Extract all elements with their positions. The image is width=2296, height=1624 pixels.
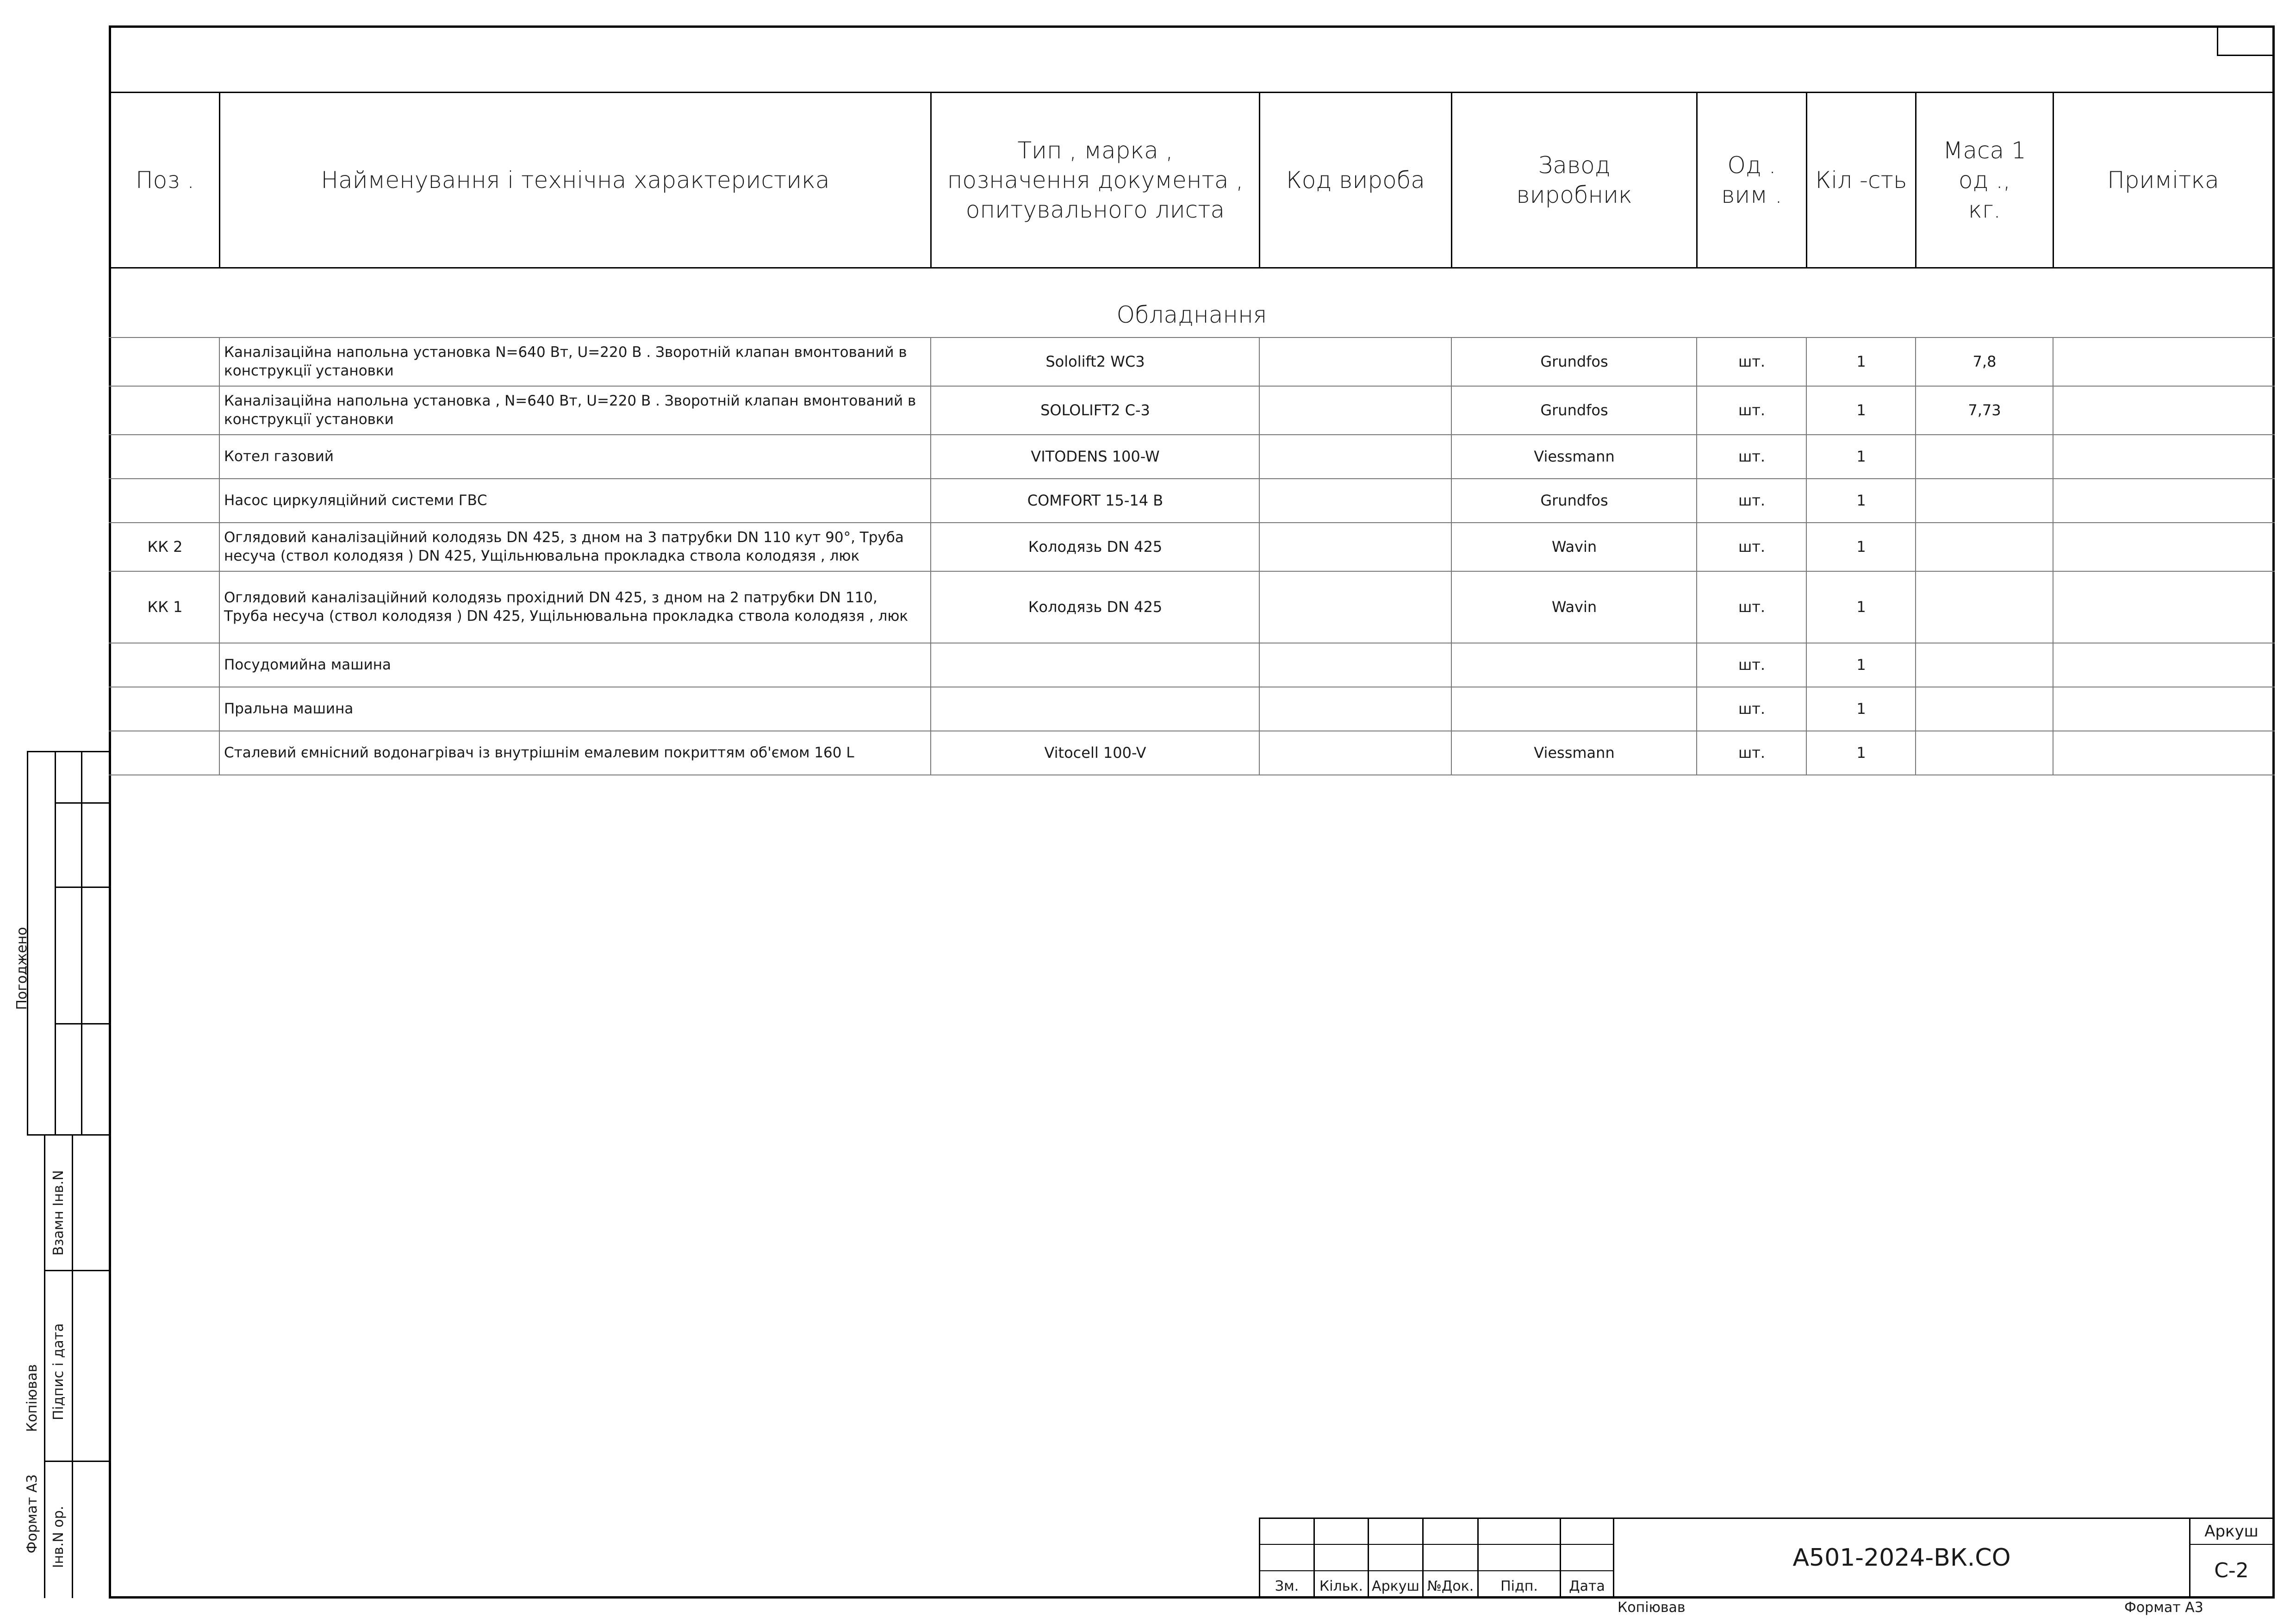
row-col-line: [1696, 337, 1697, 775]
header-name: Найменування і технічна характеристика: [321, 166, 830, 194]
cell-type: VITODENS 100-W: [1031, 447, 1160, 465]
cell-type: SOLOLIFT2 C-3: [1040, 401, 1150, 419]
side-top-line: [27, 751, 110, 752]
cell-manufacturer: Grundfos: [1540, 401, 1608, 419]
cell-manufacturer: Wavin: [1551, 598, 1597, 616]
cell-unit: шт.: [1738, 656, 1766, 674]
cell-note: [2054, 731, 2272, 775]
cell-mass: [1916, 434, 2053, 478]
side-inv-orig: Інв.N ор.: [50, 1505, 67, 1568]
cell-pos: [111, 731, 219, 775]
tb-label-pidp: Підп.: [1500, 1578, 1538, 1594]
side-row-4: [27, 1134, 110, 1136]
cell-name: Котел газовий: [224, 448, 334, 465]
cell-manufacturer: [1452, 687, 1696, 731]
frame-top: [109, 25, 2275, 28]
cell-unit: шт.: [1738, 700, 1766, 718]
cell-code: [1260, 337, 1451, 386]
cell-pos: [111, 337, 219, 386]
cell-mass: [1916, 478, 2053, 522]
cell-type: Sololift2 WC3: [1045, 352, 1145, 370]
cell-type: [932, 687, 1259, 731]
cell-manufacturer: Grundfos: [1540, 352, 1608, 370]
cell-unit: шт.: [1738, 743, 1766, 762]
cell-unit: шт.: [1738, 537, 1766, 556]
tb-label-arkush: Аркуш: [1372, 1578, 1419, 1594]
cell-note: [2054, 643, 2272, 687]
cell-pos: КК 2: [147, 537, 183, 556]
cell-name: Пральна машина: [224, 700, 354, 717]
cell-qty: 1: [1856, 352, 1866, 370]
cell-code: [1260, 571, 1451, 643]
cell-mass: [1916, 571, 2053, 643]
cell-qty: 1: [1856, 537, 1866, 556]
cell-unit: шт.: [1738, 352, 1766, 370]
cell-mass: [1916, 522, 2053, 571]
side-row-2: [55, 887, 110, 888]
cell-mass: [1916, 687, 2053, 731]
cell-mass: [1916, 643, 2053, 687]
tb-label-kilk: Кільк.: [1319, 1578, 1363, 1594]
header-mass: Маса 1 од ., кг.: [1943, 137, 2026, 223]
cell-code: [1260, 434, 1451, 478]
cell-note: [2054, 687, 2272, 731]
cell-mass: 7,8: [1972, 352, 1997, 370]
side-copied: Копіював: [24, 1364, 40, 1432]
cell-qty: 1: [1856, 401, 1866, 419]
tb-sheet-label: Аркуш: [2204, 1522, 2259, 1541]
frame-bottom: [109, 1596, 2275, 1599]
cell-name: Оглядовий каналізаційний колодязь прохідний DN 425, з дном на 2 патрубки DN 110, Труба несуча (ствол колодязя ) DN 425, Ущільнювальна прокладка ствола колодязя , люк: [224, 589, 908, 625]
side-approved: Погоджено: [14, 927, 30, 1010]
header-unit: Од . вим .: [1721, 151, 1782, 208]
cell-name: Посудомийна машина: [224, 656, 392, 673]
cell-note: [2054, 522, 2272, 571]
side-format: Формат А3: [24, 1474, 40, 1554]
cell-name: Насос циркуляційний системи ГВС: [224, 492, 487, 509]
section-title: Обладнання: [1116, 301, 1267, 328]
cell-qty: 1: [1856, 656, 1866, 674]
header-note: Примітка: [2107, 166, 2219, 194]
cell-code: [1260, 478, 1451, 522]
frame-right: [2272, 25, 2275, 1599]
cell-type: [932, 643, 1259, 687]
cell-qty: 1: [1856, 700, 1866, 718]
cell-mass: [1916, 731, 2053, 775]
cell-manufacturer: Grundfos: [1540, 491, 1608, 509]
cell-type: Колодязь DN 425: [1028, 598, 1163, 616]
header-manufacturer: Завод виробник: [1516, 151, 1632, 208]
cell-note: [2054, 337, 2272, 386]
cell-manufacturer: Viessmann: [1534, 743, 1615, 762]
cell-type: Колодязь DN 425: [1028, 537, 1163, 556]
cell-code: [1260, 687, 1451, 731]
cell-type: Vitocell 100-V: [1044, 743, 1146, 762]
cell-pos: КК 1: [147, 598, 183, 616]
cell-name: Оглядовий каналізаційний колодязь DN 425, з дном на 3 патрубки DN 110 кут 90°, Труба несуча (ствол колодязя ) DN 425, Ущільнювальна прокладка ствола колодязя , люк: [224, 529, 904, 564]
cell-unit: шт.: [1738, 598, 1766, 616]
side-row-1: [55, 802, 110, 804]
side-inner-col-2: [81, 751, 82, 1135]
row-col-line: [930, 337, 931, 775]
side-replace-inv: Взамн Інв.N: [50, 1170, 67, 1256]
side-lower-row-1: [44, 1270, 110, 1271]
cell-pos: [111, 386, 219, 434]
side-lower-row-2: [44, 1461, 110, 1462]
header-pos: Поз .: [135, 166, 194, 194]
cell-type: COMFORT 15-14 B: [1027, 491, 1164, 509]
row-col-line: [1259, 337, 1260, 775]
tb-format: Формат А3: [2124, 1599, 2203, 1616]
cell-qty: 1: [1856, 447, 1866, 465]
cell-manufacturer: Viessmann: [1534, 447, 1615, 465]
cell-code: [1260, 386, 1451, 434]
cell-name: Каналізаційна напольна установка N=640 Вт, U=220 В . Зворотній клапан вмонтований в конструкції установки: [224, 344, 907, 379]
cell-mass: 7,73: [1968, 401, 2001, 419]
header-qty: Кіл -сть: [1815, 166, 1907, 194]
header-code: Код вироба: [1286, 166, 1425, 194]
header-bottom-line: [109, 267, 2275, 269]
side-lower-mid: [72, 1134, 73, 1598]
tb-copied: Копіював: [1618, 1599, 1686, 1616]
cell-note: [2054, 478, 2272, 522]
cell-qty: 1: [1856, 598, 1866, 616]
row-col-line: [1806, 337, 1807, 775]
tb-label-ndok: №Док.: [1427, 1578, 1474, 1594]
cell-pos: [111, 478, 219, 522]
cell-name: Сталевий ємнісний водонагрівач із внутрішнім емалевим покриттям об'ємом 160 L: [224, 744, 854, 761]
cell-pos: [111, 643, 219, 687]
cell-note: [2054, 386, 2272, 434]
cell-manufacturer: Wavin: [1551, 537, 1597, 556]
cell-note: [2054, 571, 2272, 643]
side-lower-left: [44, 1134, 45, 1598]
cell-name: Каналізаційна напольна установка , N=640 Вт, U=220 В . Зворотній клапан вмонтований в конструкції установки: [224, 392, 916, 428]
cell-code: [1260, 643, 1451, 687]
cell-qty: 1: [1856, 743, 1866, 762]
cell-unit: шт.: [1738, 491, 1766, 509]
cell-qty: 1: [1856, 491, 1866, 509]
header-type: Тип , марка , позначення документа , опитувального листа: [947, 137, 1244, 223]
tb-label-data: Дата: [1569, 1578, 1605, 1594]
row-col-line: [1915, 337, 1916, 775]
tb-sheet-value: С-2: [2214, 1559, 2249, 1582]
tb-doc-code: A501-2024-ВК.СО: [1792, 1543, 2011, 1572]
row-col-line: [219, 337, 220, 775]
cell-unit: шт.: [1738, 447, 1766, 465]
side-row-3: [55, 1023, 110, 1024]
corner-box-bottom: [2217, 55, 2273, 56]
cell-note: [2054, 434, 2272, 478]
cell-manufacturer: [1452, 643, 1696, 687]
cell-pos: [111, 434, 219, 478]
cell-pos: [111, 687, 219, 731]
side-inner-col-1: [55, 751, 56, 1135]
tb-label-izm: Зм.: [1275, 1578, 1299, 1594]
row-col-line: [1451, 337, 1452, 775]
corner-box-left: [2217, 25, 2218, 56]
side-sign-date: Підпис і дата: [50, 1323, 67, 1420]
cell-code: [1260, 522, 1451, 571]
cell-code: [1260, 731, 1451, 775]
cell-unit: шт.: [1738, 401, 1766, 419]
